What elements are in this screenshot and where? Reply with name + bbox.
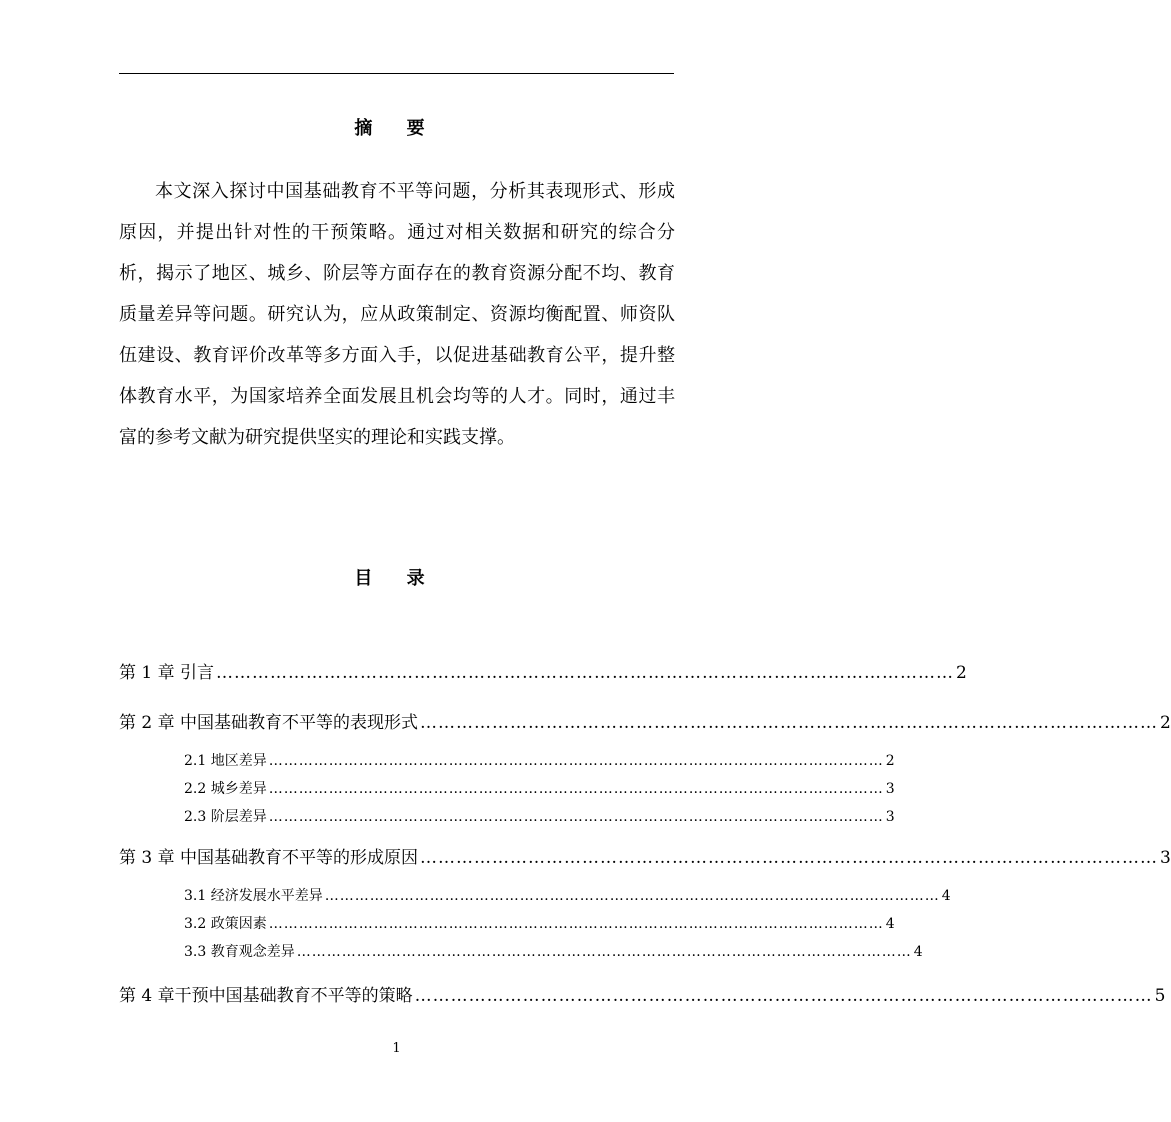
toc-entry-label: 第 2 章 中国基础教育不平等的表现形式 bbox=[119, 713, 419, 733]
toc-entry-chapter-2[interactable] bbox=[119, 708, 1171, 733]
toc-title: 目 录 bbox=[354, 568, 439, 589]
toc-entry-label: 3.2 政策因素 bbox=[184, 916, 267, 932]
toc-entry-section-2-1[interactable] bbox=[184, 750, 895, 770]
toc-entry-label: 3.1 经济发展水平差异 bbox=[184, 888, 323, 904]
toc-entry-page: 3 bbox=[1160, 848, 1171, 868]
toc-leader-dots: …………………………………………………………………………………………………………… bbox=[268, 781, 884, 797]
toc-entry-page: 5 bbox=[1154, 986, 1166, 1006]
toc-entry-chapter-3[interactable] bbox=[119, 843, 1171, 868]
toc-entry-chapter-1[interactable] bbox=[119, 658, 967, 683]
toc-entry-label: 3.3 教育观念差异 bbox=[184, 944, 295, 960]
toc-entry-section-3-3[interactable] bbox=[184, 941, 923, 961]
toc-entry-chapter-4[interactable] bbox=[119, 981, 1166, 1006]
toc-entry-section-3-1[interactable] bbox=[184, 885, 951, 905]
toc-entry-label: 2.3 阶层差异 bbox=[184, 809, 267, 825]
toc-leader-dots: …………………………………………………………………………………………………………… bbox=[216, 663, 955, 683]
toc-entry-page: 4 bbox=[885, 916, 895, 932]
toc-leader-dots: …………………………………………………………………………………………………………… bbox=[268, 753, 884, 769]
toc-entry-label: 第 4 章干预中国基础教育不平等的策略 bbox=[119, 986, 413, 1006]
toc-entry-label: 第 3 章 中国基础教育不平等的形成原因 bbox=[119, 848, 419, 868]
abstract-body: 本文深入探讨中国基础教育不平等问题，分析其表现形式、形成原因，并提出针对性的干预策略。通过对相关数据和研究的综合分析，揭示了地区、城乡、阶层等方面存在的教育资源分配不均、教育质量差异等问题。研究认为，应从政策制定、资源均衡配置、师资队伍建设、教育评价改革等多方面入手，以促进基础教育公平，提升整体教育水平，为国家培养全面发展且机会均等的人才。同时，通过丰富的参考文献为研究提供坚实的理论和实践支撑。 bbox=[119, 181, 675, 448]
toc-leader-dots: …………………………………………………………………………………………………………… bbox=[268, 916, 884, 932]
page-number: 1 bbox=[392, 1041, 401, 1056]
toc-leader-dots: …………………………………………………………………………………………………………… bbox=[414, 986, 1153, 1006]
toc-leader-dots: …………………………………………………………………………………………………………… bbox=[324, 888, 940, 904]
toc-entry-page: 2 bbox=[956, 663, 967, 683]
toc-entry-label: 2.1 地区差异 bbox=[184, 753, 267, 769]
toc-leader-dots: …………………………………………………………………………………………………………… bbox=[268, 809, 884, 825]
toc-leader-dots: …………………………………………………………………………………………………………… bbox=[420, 848, 1159, 868]
toc-entry-page: 4 bbox=[913, 944, 923, 960]
toc-entry-label: 2.2 城乡差异 bbox=[184, 781, 267, 797]
toc-entry-page: 2 bbox=[1160, 713, 1171, 733]
toc-entry-page: 3 bbox=[885, 781, 895, 797]
toc-entry-page: 2 bbox=[885, 753, 895, 769]
toc-entry-section-2-2[interactable] bbox=[184, 778, 895, 798]
toc-entry-label: 第 1 章 引言 bbox=[119, 663, 215, 683]
abstract-title: 摘 要 bbox=[354, 118, 439, 139]
toc-leader-dots: …………………………………………………………………………………………………………… bbox=[296, 944, 912, 960]
toc-entry-page: 4 bbox=[941, 888, 951, 904]
toc-entry-section-2-3[interactable] bbox=[184, 806, 895, 826]
header-rule bbox=[119, 73, 674, 74]
toc-entry-section-3-2[interactable] bbox=[184, 913, 895, 933]
toc-leader-dots: …………………………………………………………………………………………………………… bbox=[420, 713, 1159, 733]
toc-entry-page: 3 bbox=[885, 809, 895, 825]
